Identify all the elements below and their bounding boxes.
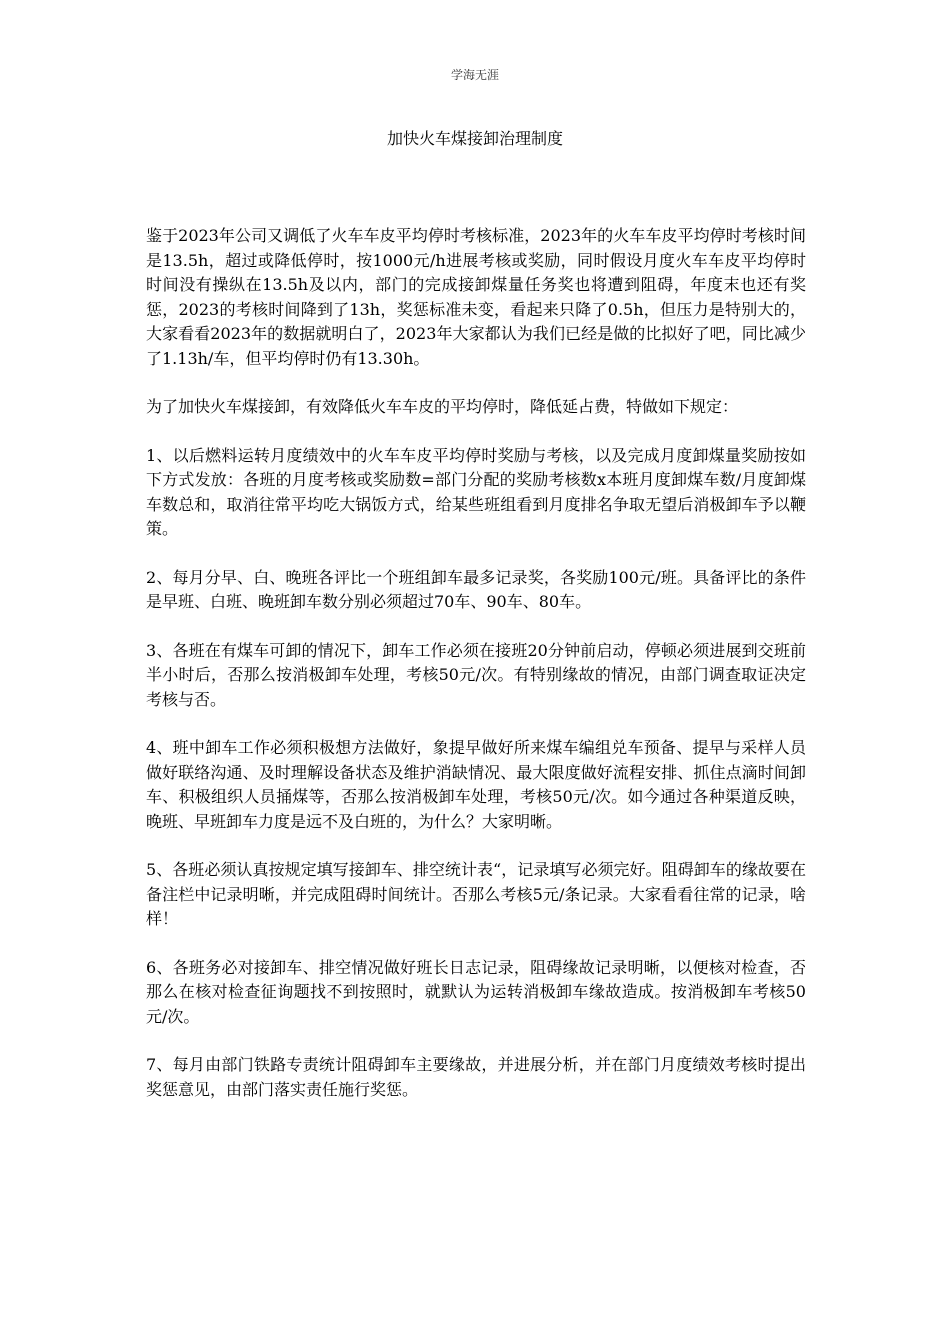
- paragraph-rule-5: 5、各班必须认真按规定填写接卸车、排空统计表“，记录填写必须完好。阻碍卸车的缘故要在备注栏中记录明晰，并完成阻碍时间统计。否那么考核5元/条记录。大家看看往常的记录，啥样！: [146, 860, 806, 928]
- paragraph-intro: 鉴于2023年公司又调低了火车车皮平均停时考核标准，2023年的火车车皮平均停时考核时间是13.5h，超过或降低停时，按1000元/h进展考核或奖励，同时假设月度火车车皮平均停时时间没有操纵在13.5h及以内，部门的完成接卸煤量任务奖也将遭到阻碍，年度末也还有奖惩，2023的考核时间降到了13h，奖惩标准未变，看起来只降了0.5h，但压力是特别大的，大家看看2023年的数据就明白了，2023年大家都认为我们已经是做的比拟好了吧，同比减少了1.13h/车，但平均停时仍有13.30h。: [146, 226, 806, 368]
- paragraph-rule-7: 7、每月由部门铁路专责统计阻碍卸车主要缘故，并进展分析，并在部门月度绩效考核时提出奖惩意见，由部门落实责任施行奖惩。: [146, 1055, 806, 1099]
- page-header: 学海无涯: [450, 68, 499, 82]
- document-title: 加快火车煤接卸治理制度: [386, 129, 563, 148]
- paragraph-rule-2: 2、每月分早、白、晚班各评比一个班组卸车最多记录奖，各奖励100元/班。具备评比的条件是早班、白班、晚班卸车数分别必须超过70车、90车、80车。: [146, 567, 806, 611]
- paragraph-rule-3: 3、各班在有煤车可卸的情况下，卸车工作必须在接班20分钟前启动，停顿必须进展到交班前半小时后，否那么按消极卸车处理，考核50元/次。有特别缘故的情况，由部门调查取证决定考核与否。: [146, 640, 806, 709]
- paragraph-rule-6: 6、各班务必对接卸车、排空情况做好班长日志记录，阻碍缘故记录明晰，以便核对检查，否那么在核对检查征询题找不到按照时，就默认为运转消极卸车缘故造成。按消极卸车考核50元/次。: [146, 957, 806, 1026]
- paragraph-rule-1: 1、以后燃料运转月度绩效中的火车车皮平均停时奖励与考核，以及完成月度卸煤量奖励按如下方式发放：各班的月度考核或奖励数=部门分配的奖励考核数x本班月度卸煤车数/月度卸煤车数总和，取消往常平均吃大锅饭方式，给某些班组看到月度排名争取无望后消极卸车予以鞭策。: [146, 445, 806, 538]
- paragraph-rule-4: 4、班中卸车工作必须积极想方法做好，象提早做好所来煤车编组兑车预备、提早与采样人员做好联络沟通、及时理解设备状态及维护消缺情况、最大限度做好流程安排、抓住点滴时间卸车、积极组织人员捅煤等，否那么按消极卸车处理，考核50元/次。如今通过各种渠道反映，晚班、早班卸车力度是远不及白班的，为什么？大家明晰。: [146, 738, 806, 831]
- document-body: [146, 224, 806, 1126]
- paragraph-purpose: 为了加快火车煤接卸，有效降低火车车皮的平均停时，降低延占费，特做如下规定：: [146, 397, 739, 416]
